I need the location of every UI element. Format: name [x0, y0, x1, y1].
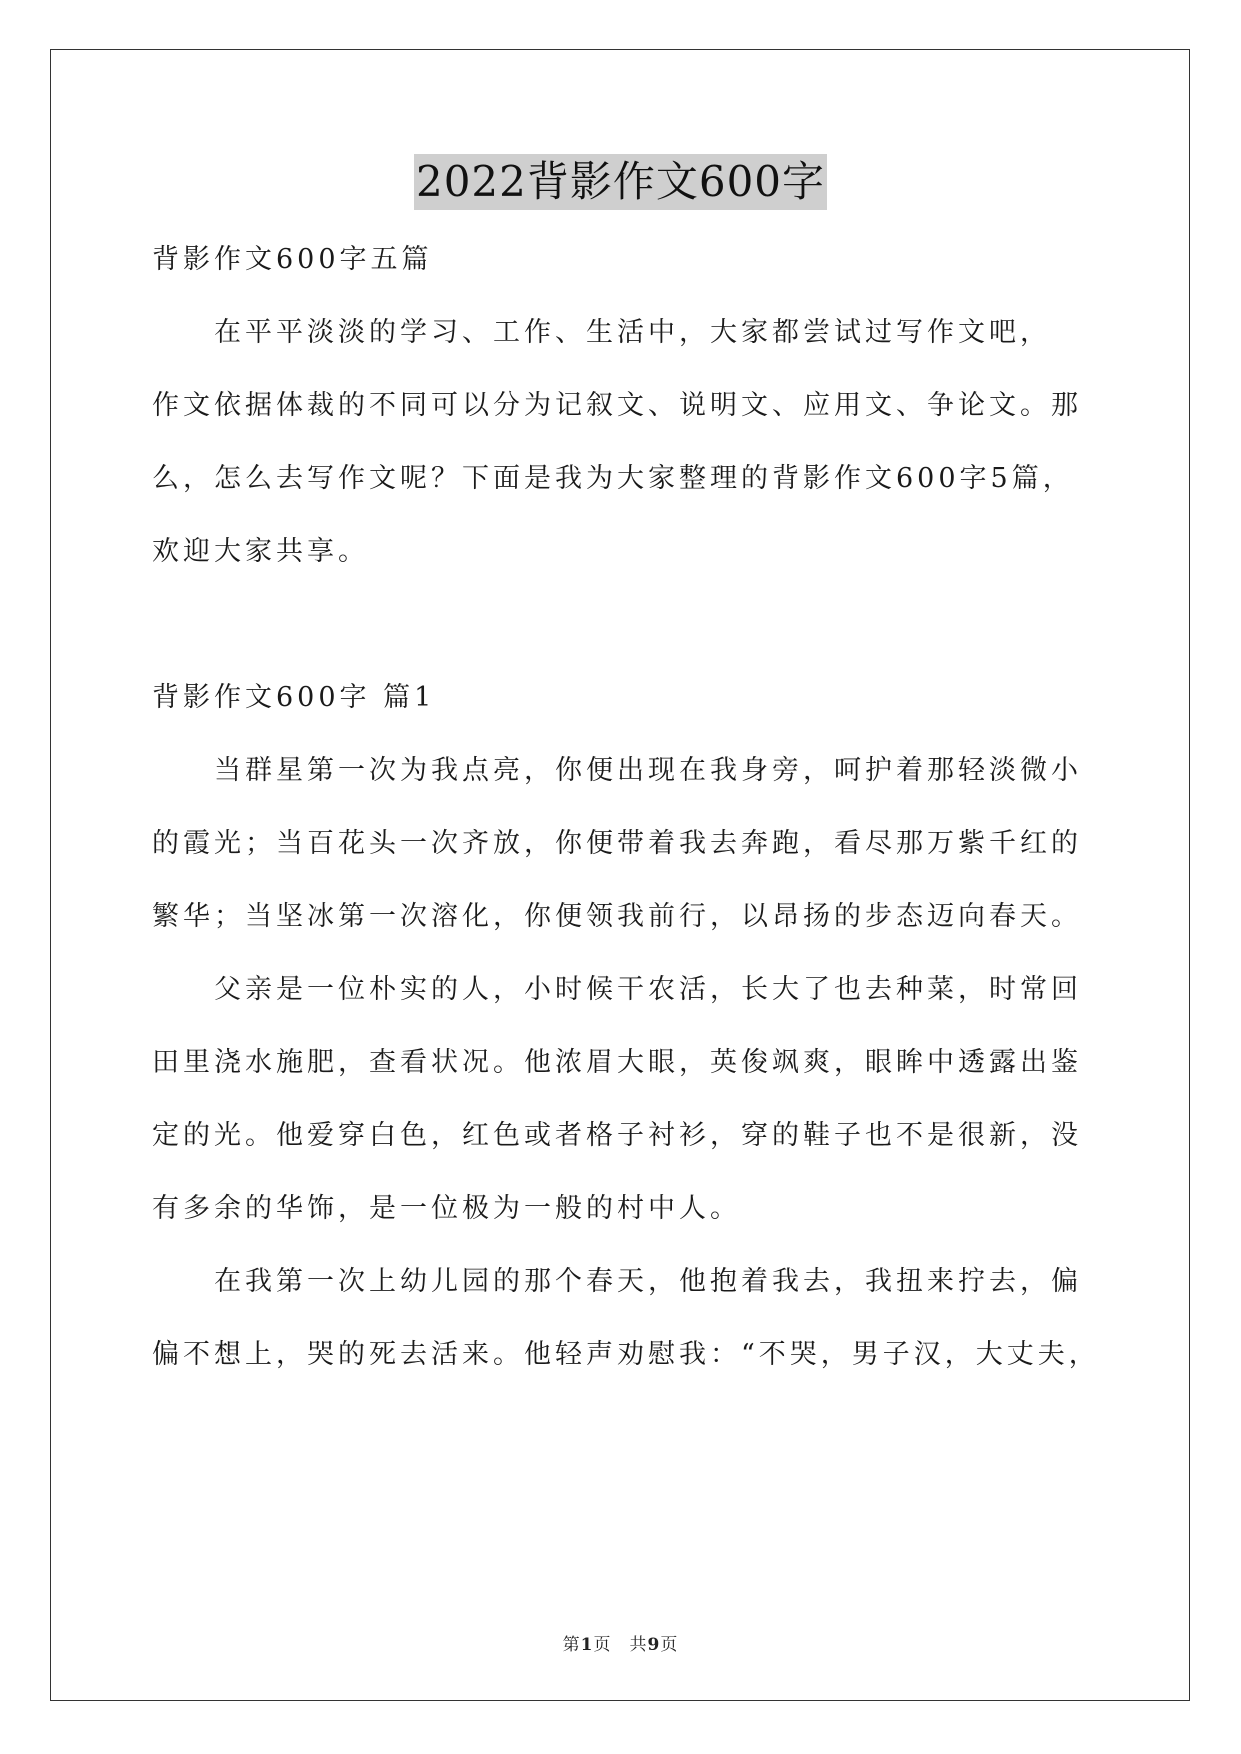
- intro-line: 欢迎大家共享。: [152, 536, 369, 567]
- subtitle: 背影作文600字五篇: [152, 244, 433, 275]
- footer-prefix: 第: [562, 1635, 581, 1655]
- title-wrap: [0, 154, 1241, 210]
- footer-suffix: 页: [660, 1635, 679, 1655]
- paragraph-line: 的霞光；当百花头一次齐放，你便带着我去奔跑，看尽那万紫千红的: [152, 828, 1082, 859]
- current-page-number: 1: [580, 1635, 594, 1655]
- footer-middle: 页 共: [593, 1635, 648, 1655]
- paragraph-line: 当群星第一次为我点亮，你便出现在我身旁，呵护着那轻淡微小: [214, 755, 1082, 786]
- paragraph-line: 定的光。他爱穿白色，红色或者格子衬衫，穿的鞋子也不是很新，没: [152, 1120, 1082, 1151]
- intro-line: 在平平淡淡的学习、工作、生活中，大家都尝试过写作文吧，: [152, 317, 1051, 348]
- intro-line: 么，怎么去写作文呢？下面是我为大家整理的背影作文600字5篇，: [152, 463, 1074, 494]
- intro-line: 作文依据体裁的不同可以分为记叙文、说明文、应用文、争论文。那: [152, 390, 1082, 421]
- paragraph-line: 父亲是一位朴实的人，小时候干农活，长大了也去种菜，时常回: [214, 974, 1082, 1005]
- total-pages-number: 9: [647, 1635, 661, 1655]
- paragraph-line: 有多余的华饰，是一位极为一般的村中人。: [152, 1193, 741, 1224]
- paragraph-line: 田里浇水施肥，查看状况。他浓眉大眼，英俊飒爽，眼眸中透露出鉴: [152, 1047, 1082, 1078]
- document-title: 2022背影作文600字: [414, 154, 827, 210]
- paragraph-line: 偏不想上，哭的死去活来。他轻声劝慰我：“不哭，男子汉，大丈夫，: [152, 1339, 1100, 1370]
- section-heading: 背影作文600字 篇1: [152, 682, 436, 713]
- paragraph-line: 繁华；当坚冰第一次溶化，你便领我前行，以昂扬的步态迈向春天。: [152, 901, 1082, 932]
- paragraph-line: 在我第一次上幼儿园的那个春天，他抱着我去，我扭来拧去，偏: [214, 1266, 1082, 1297]
- page-footer: [0, 1630, 1241, 1655]
- page-border: [50, 49, 1190, 1701]
